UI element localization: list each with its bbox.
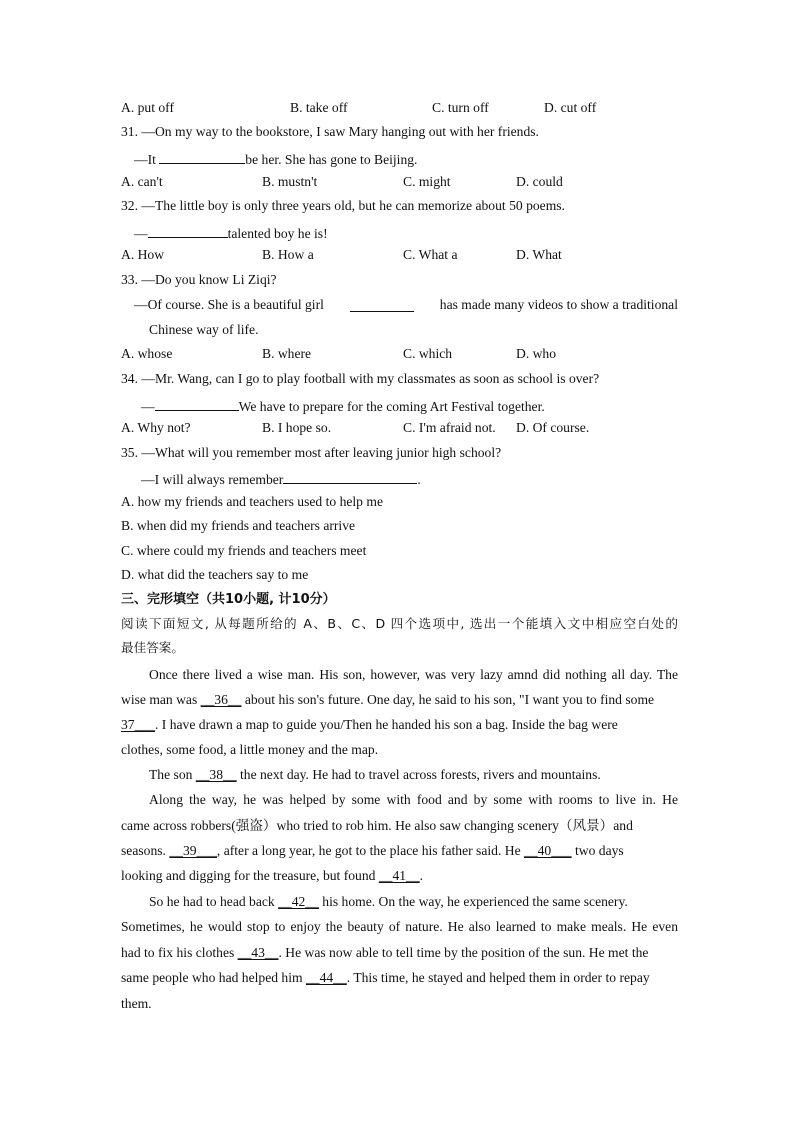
passage-p1-line4: clothes, some food, a little money and the map. xyxy=(121,742,379,757)
blank-43: __43__ xyxy=(237,945,279,960)
blank-42: __42__ xyxy=(278,894,319,909)
q34-reply-post: We have to prepare for the coming Art Festival together. xyxy=(238,399,545,414)
q34-blank xyxy=(155,397,239,411)
q33-reply-post: has made many videos to show a traditional xyxy=(439,297,678,312)
q32-option-a: A. How xyxy=(121,247,165,262)
blank-41: __41__ xyxy=(378,868,420,883)
q31-option-b: B. mustn't xyxy=(262,174,318,189)
q31-blank xyxy=(159,150,245,164)
q31-option-a: A. can't xyxy=(121,174,163,189)
q34-option-b: B. I hope so. xyxy=(262,420,332,435)
blank-40: __40___ xyxy=(524,843,572,858)
q34-reply xyxy=(141,397,545,414)
q32-reply-post: talented boy he is! xyxy=(227,226,328,241)
passage-p2 xyxy=(149,768,601,782)
section-3-instructions-line2: 最佳答案。 xyxy=(121,640,184,655)
passage-p1-line3 xyxy=(121,718,618,732)
q35-option-c: C. where could my friends and teachers meet xyxy=(121,543,367,558)
q33-option-a: A. whose xyxy=(121,346,173,361)
q32-option-c: C. What a xyxy=(403,247,458,262)
q35-reply xyxy=(141,470,421,487)
passage-p3-line3-c: two days xyxy=(571,843,624,858)
q32-reply-pre: — xyxy=(134,226,148,241)
passage-p3-line4-b: . xyxy=(419,868,424,883)
q30-option-c: C. turn off xyxy=(432,100,489,115)
blank-44: __44__ xyxy=(305,970,347,985)
q33-reply-pre: —Of course. She is a beautiful girl xyxy=(134,297,324,312)
q35-option-b: B. when did my friends and teachers arrive xyxy=(121,518,356,533)
passage-p4-line3-b: . He was now able to tell time by the position of the sun. He met the xyxy=(278,945,649,960)
passage-p4-line2: Sometimes, he would stop to enjoy the beauty of nature. He also learned to make meals. He even xyxy=(121,919,678,934)
q34-stem: 34. —Mr. Wang, can I go to play football with my classmates as soon as school is over? xyxy=(121,371,600,386)
passage-p1-line2-b: about his son's future. One day, he said to his son, "I want you to find some xyxy=(241,692,655,707)
q32-blank xyxy=(148,224,228,238)
passage-p3-line1: Along the way, he was helped by some with food and by some with rooms to live in. He xyxy=(149,792,678,807)
blank-39: __39___ xyxy=(169,843,217,858)
q31-reply-post: be her. She has gone to Beijing. xyxy=(245,152,418,167)
q34-option-a: A. Why not? xyxy=(121,420,191,435)
passage-p1-line3-b: . I have drawn a map to guide you/Then he handed his son a bag. Inside the bag were xyxy=(154,717,618,732)
q35-reply-post: . xyxy=(417,472,421,487)
q35-reply-pre: —I will always remember xyxy=(141,472,284,487)
q33-reply xyxy=(134,298,678,312)
passage-p3-line3 xyxy=(121,844,624,858)
blank-36: __36__ xyxy=(200,692,242,707)
q35-option-d: D. what did the teachers say to me xyxy=(121,567,309,582)
q34-reply-pre: — xyxy=(141,399,155,414)
passage-p3-line4 xyxy=(121,869,423,883)
q35-option-a: A. how my friends and teachers used to help me xyxy=(121,494,383,509)
passage-p1-line2 xyxy=(121,693,654,707)
q30-option-a: A. put off xyxy=(121,100,174,115)
q31-reply xyxy=(134,150,417,167)
passage-p4-line4-b: . This time, he stayed and helped them in order to repay xyxy=(346,970,650,985)
q30-option-b: B. take off xyxy=(290,100,348,115)
passage-p2-b: the next day. He had to travel across forests, rivers and mountains. xyxy=(236,767,601,782)
passage-p1-line1: Once there lived a wise man. His son, however, was very lazy amnd did nothing all day. The xyxy=(149,667,678,682)
q34-option-d: D. Of course. xyxy=(516,420,590,435)
passage-p4-line1 xyxy=(149,895,628,909)
q35-stem: 35. —What will you remember most after leaving junior high school? xyxy=(121,445,502,460)
passage-p2-a: The son xyxy=(149,767,196,782)
passage-p4-line3 xyxy=(121,946,648,960)
passage-p4-line1-b: his home. On the way, he experienced the same scenery. xyxy=(318,894,628,909)
passage-p3-line2: came across robbers(强盗）who tried to rob him. He also saw changing scenery（风景）and xyxy=(121,818,633,833)
blank-37: 37___ xyxy=(121,717,155,732)
q33-stem: 33. —Do you know Li Ziqi? xyxy=(121,272,277,287)
passage-p4-line4 xyxy=(121,971,650,985)
q31-option-d: D. could xyxy=(516,174,563,189)
section-3-instructions-line1: 阅读下面短文, 从每题所给的 A、B、C、D 四个选项中, 选出一个能填入文中相应空白处的 xyxy=(121,616,678,631)
passage-p3-line3-a: seasons. xyxy=(121,843,170,858)
q34-option-c: C. I'm afraid not. xyxy=(403,420,496,435)
q31-option-c: C. might xyxy=(403,174,451,189)
q30-option-d: D. cut off xyxy=(544,100,597,115)
q33-reply-cont: Chinese way of life. xyxy=(149,322,259,337)
q31-stem: 31. —On my way to the bookstore, I saw Mary hanging out with her friends. xyxy=(121,124,539,139)
q33-option-c: C. which xyxy=(403,346,453,361)
passage-p4-line5: them. xyxy=(121,996,152,1011)
q33-option-d: D. who xyxy=(516,346,557,361)
q32-reply xyxy=(134,224,328,241)
blank-38: __38__ xyxy=(195,767,237,782)
q35-blank xyxy=(283,470,417,484)
passage-p4-line4-a: same people who had helped him xyxy=(121,970,306,985)
passage-p4-line1-a: So he had to head back xyxy=(149,894,279,909)
q32-option-d: D. What xyxy=(516,247,562,262)
passage-p3-line4-a: looking and digging for the treasure, but found xyxy=(121,868,379,883)
q32-stem: 32. —The little boy is only three years old, but he can memorize about 50 poems. xyxy=(121,198,565,213)
q32-option-b: B. How a xyxy=(262,247,314,262)
passage-p3-line3-b: , after a long year, he got to the place his father said. He xyxy=(216,843,525,858)
q33-blank xyxy=(350,298,414,312)
q31-reply-pre: —It xyxy=(134,152,160,167)
passage-p4-line3-a: had to fix his clothes xyxy=(121,945,238,960)
passage-p1-line2-a: wise man was xyxy=(121,692,201,707)
q33-option-b: B. where xyxy=(262,346,312,361)
section-3-title: 三、完形填空（共10小题, 计10分） xyxy=(121,592,336,607)
